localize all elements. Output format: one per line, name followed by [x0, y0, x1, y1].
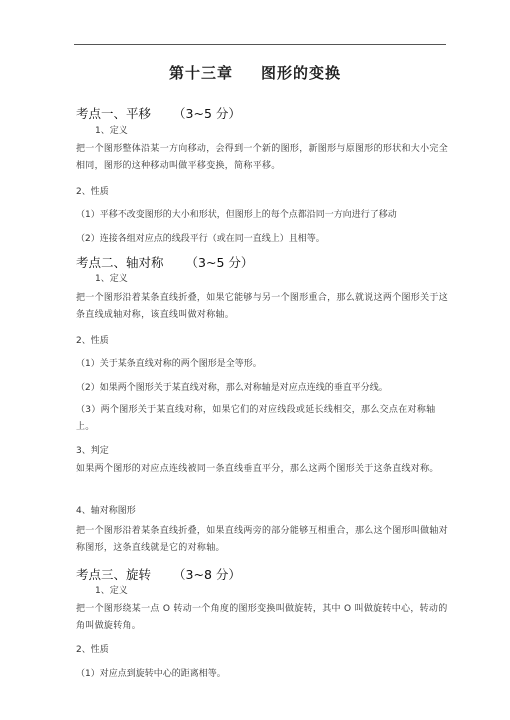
list-item: （1）对应点到旋转中心的距离相等。 [76, 669, 226, 679]
list-item: （1）平移不改变图形的大小和形状，但图形上的每个点都沿同一方向进行了移动 [76, 210, 397, 220]
subheading: 1、定义 [95, 126, 128, 136]
chapter-number: 第十三章 [168, 64, 233, 82]
list-item: （2）如果两个图形关于某直线对称，那么对称轴是对应点连线的垂直平分线。 [76, 383, 388, 393]
subheading: 2、性质 [76, 645, 109, 655]
list-item: （1）关于某条直线对称的两个图形是全等形。 [76, 359, 262, 369]
header-rule [74, 44, 446, 45]
paragraph: 把一个图形沿着某条直线折叠，如果直线两旁的部分能够互相重合，那么这个图形叫做轴对称图形，这条直线就是它的对称轴。 [76, 526, 449, 553]
section-heading [76, 253, 253, 271]
section-title: 考点二、轴对称 [76, 255, 164, 270]
list-item: （2）连接各组对应点的线段平行（或在同一直线上）且相等。 [76, 234, 325, 244]
subheading: 2、性质 [76, 336, 109, 346]
paragraph: 把一个图形沿着某条直线折叠，如果它能够与另一个图形重合，那么就说这两个图形关于这条直线成轴对称，该直线叫做对称轴。 [76, 293, 449, 320]
list-item: （3）两个图形关于某直线对称，如果它们的对应线段或延长线相交，那么交点在对称轴上。 [76, 405, 436, 432]
subheading: 1、定义 [95, 274, 128, 284]
paragraph: 如果两个图形的对应点连线被同一条直线垂直平分，那么这两个图形关于这条直线对称。 [76, 464, 439, 474]
chapter-name: 图形的变换 [261, 64, 342, 82]
section-heading [76, 104, 241, 122]
chapter-title [0, 62, 510, 83]
subheading: 4、轴对称图形 [76, 506, 136, 516]
section-score: （3~8 分） [173, 567, 241, 582]
section-title: 考点一、平移 [76, 106, 152, 121]
section-score: （3~5 分） [173, 106, 241, 121]
subheading: 1、定义 [95, 586, 128, 596]
paragraph: 把一个图形整体沿某一方向移动，会得到一个新的图形，新图形与原图形的形状和大小完全相同，图形的这种移动叫做平移变换，简称平移。 [76, 144, 449, 171]
paragraph: 把一个图形绕某一点 O 转动一个角度的图形变换叫做旋转，其中 O 叫做旋转中心，转动的角叫做旋转角。 [76, 604, 448, 631]
subheading: 2、性质 [76, 187, 109, 197]
section-title: 考点三、旋转 [76, 567, 152, 582]
section-heading [76, 565, 241, 583]
subheading: 3、判定 [76, 446, 109, 456]
section-score: （3~5 分） [185, 255, 254, 270]
